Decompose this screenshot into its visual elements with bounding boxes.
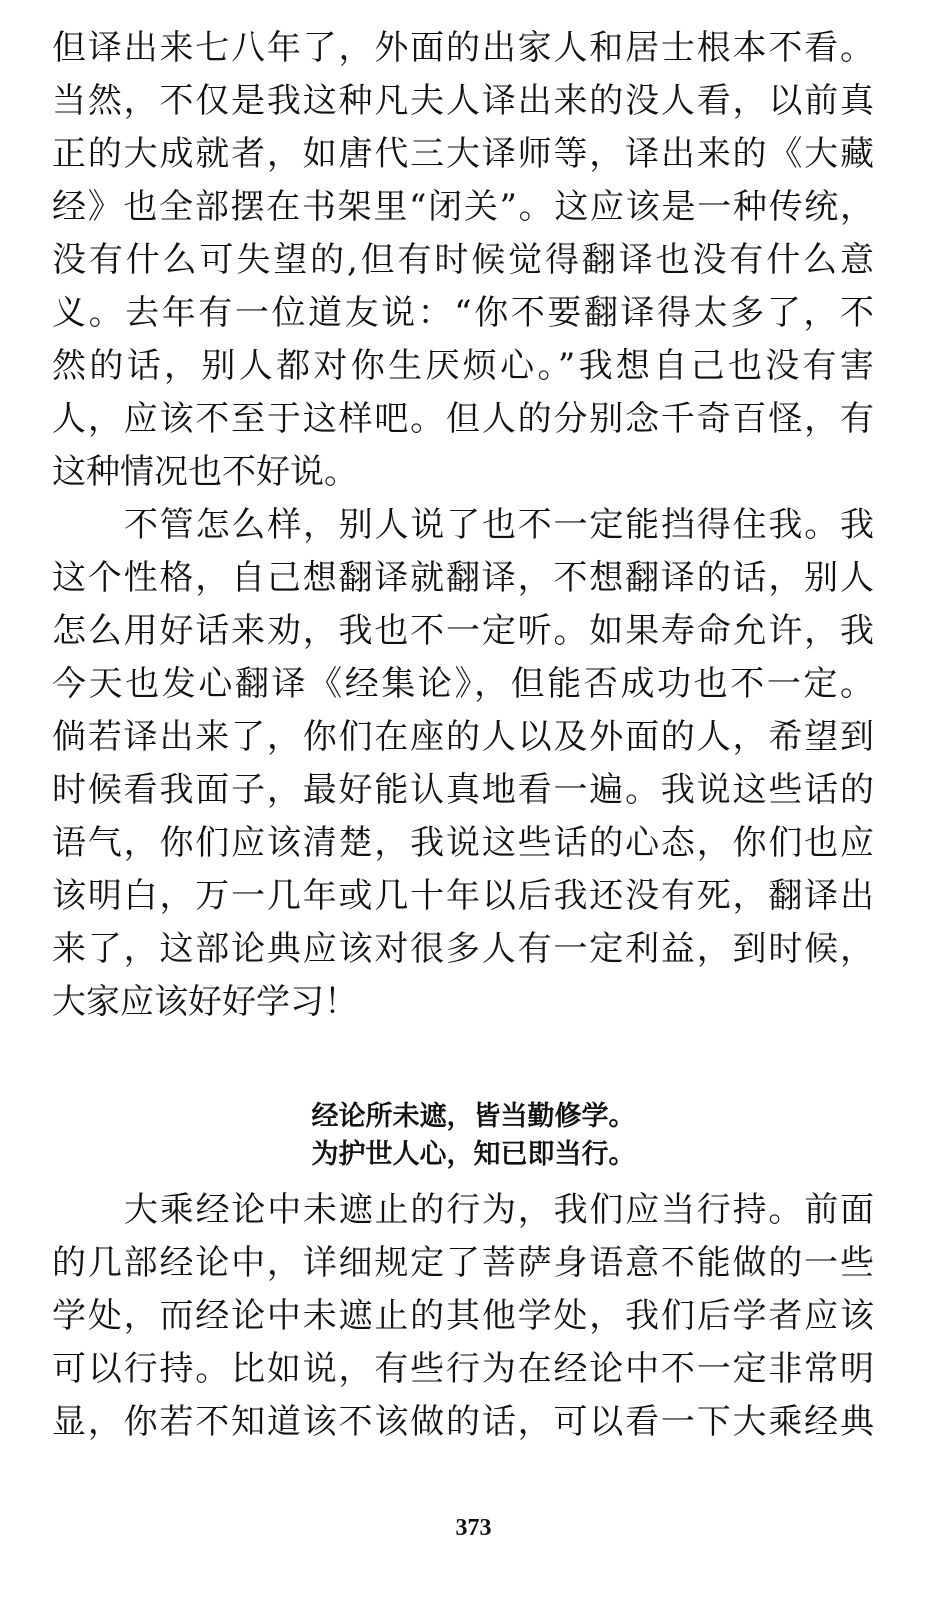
text-line: 但译出来七八年了，外面的出家人和居士根本不看。	[52, 28, 874, 68]
text-line: 怎么用好话来劝，我也不一定听。如果寿命允许，我	[52, 611, 874, 651]
text-line: 时候看我面子，最好能认真地看一遍。我说这些话的	[52, 770, 874, 810]
text-line: 大乘经论中未遮止的行为，我们应当行持。前面	[124, 1190, 874, 1230]
text-line: 不管怎么样，别人说了也不一定能挡得住我。我	[124, 505, 874, 545]
text-line: 正的大成就者，如唐代三大译师等，译出来的《大藏	[52, 134, 874, 174]
text-line: 学处，而经论中未遮止的其他学处，我们后学者应该	[52, 1296, 874, 1336]
text-line: 经》也全部摆在书架里“闭关”。这应该是一种传统，	[52, 187, 874, 227]
main-text	[52, 22, 874, 1029]
verse-line: 经论所未遮，皆当勤修学。	[311, 1101, 636, 1132]
text-line: 大家应该好好学习！	[52, 982, 358, 1022]
commentary-text	[52, 1184, 874, 1449]
text-line: 倘若译出来了，你们在座的人以及外面的人，希望到	[52, 717, 874, 757]
text-line: 的几部经论中，详细规定了菩萨身语意不能做的一些	[52, 1243, 874, 1283]
text-line: 义。去年有一位道友说：“你不要翻译得太多了，不	[52, 293, 874, 333]
text-line: 今天也发心翻译《经集论》，但能否成功也不一定。	[52, 664, 874, 704]
text-line: 显，你若不知道该不该做的话，可以看一下大乘经典	[52, 1402, 874, 1442]
page-number: 373	[455, 1515, 492, 1541]
text-line: 人，应该不至于这样吧。但人的分别念千奇百怪，有	[52, 399, 874, 439]
text-line: 这种情况也不好说。	[52, 452, 358, 492]
text-line: 当然，不仅是我这种凡夫人译出来的没人看，以前真	[52, 81, 874, 121]
text-line: 语气，你们应该清楚，我说这些话的心态，你们也应	[52, 823, 874, 863]
text-line: 来了，这部论典应该对很多人有一定利益，到时候，	[52, 929, 874, 969]
text-line: 可以行持。比如说，有些行为在经论中不一定非常明	[52, 1349, 874, 1389]
verse-line: 为护世人心，知已即当行。	[311, 1139, 636, 1170]
text-line: 这个性格，自己想翻译就翻译，不想翻译的话，别人	[52, 558, 874, 598]
text-line: 该明白，万一几年或几十年以后我还没有死，翻译出	[52, 876, 874, 916]
text-line: 然的话，别人都对你生厌烦心。”我想自己也没有害	[52, 346, 874, 386]
text-line: 没有什么可失望的,但有时候觉得翻译也没有什么意	[52, 240, 874, 280]
